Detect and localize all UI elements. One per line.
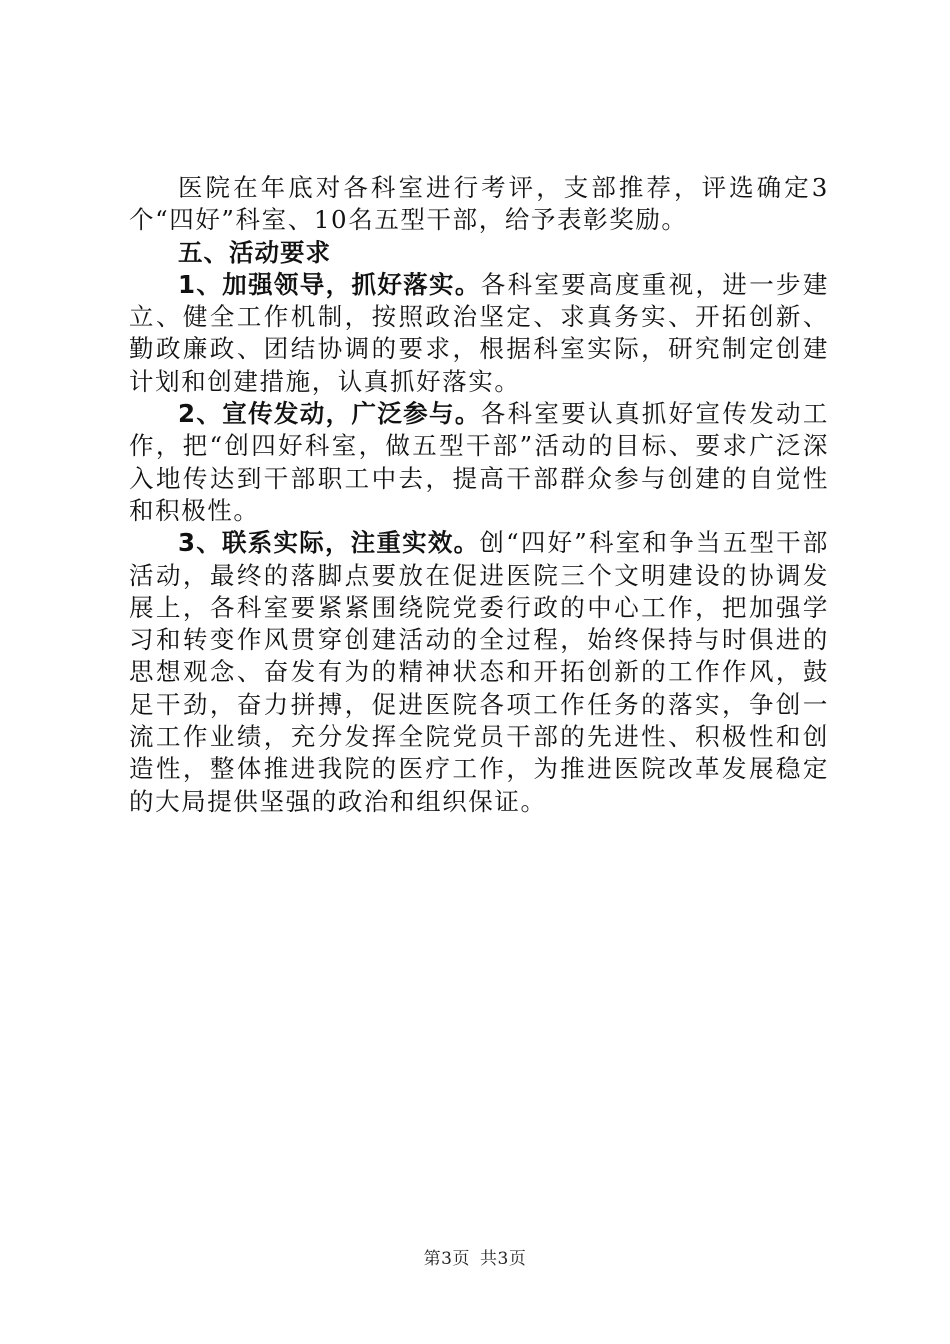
paragraph-item-2: [129, 398, 829, 527]
item-2-text: 各科室要认真抓好宣传发动工作，把“创四好科室，做五型干部”活动的目标、要求广泛深入地传达到干部职工中去，提高干部群众参与创建的自觉性和积极性。: [129, 399, 829, 525]
item-1-lead: 1、加强领导，抓好落实。: [178, 269, 481, 299]
section-heading-requirements: [129, 237, 829, 269]
paragraph-award: [129, 172, 829, 237]
item-1-text: 各科室要高度重视，进一步建立、健全工作机制，按照政治坚定、求真务实、开拓创新、勤政廉政、团结协调的要求，根据科室实际，研究制定创建计划和创建措施，认真抓好落实。: [129, 269, 829, 396]
item-2-lead: 2、宣传发动，广泛参与。: [178, 399, 481, 429]
document-body: [129, 172, 829, 818]
paragraph-award-text: 医院在年底对各科室进行考评，支部推荐，评选确定3个“四好”科室、10名五型干部，给予表彰奖励。: [129, 173, 829, 235]
item-3-lead: 3、联系实际，注重实效。: [178, 528, 480, 558]
page-footer: [0, 1244, 950, 1269]
item-3-text: 创“四好”科室和争当五型干部活动，最终的落脚点要放在促进医院三个文明建设的协调发展上，各科室要紧紧围绕院党委行政的中心工作，把加强学习和转变作风贯穿创建活动的全过程，始终保持与时俱进的思想观念、奋发有为的精神状态和开拓创新的工作作风，鼓足干劲，奋力拼搏，促进医院各项工作任务的落实，争创一流工作业绩，充分发挥全院党员干部的先进性、积极性和创造性，整体推进我院的医疗工作，为推进医院改革发展稳定的大局提供坚强的政治和组织保证。: [129, 528, 830, 816]
page-number: 第3页: [423, 1249, 470, 1269]
section-heading-text: 五、活动要求: [178, 237, 331, 267]
page-total: 共3页: [480, 1249, 527, 1269]
paragraph-item-3: [129, 527, 829, 818]
paragraph-item-1: [129, 269, 829, 398]
